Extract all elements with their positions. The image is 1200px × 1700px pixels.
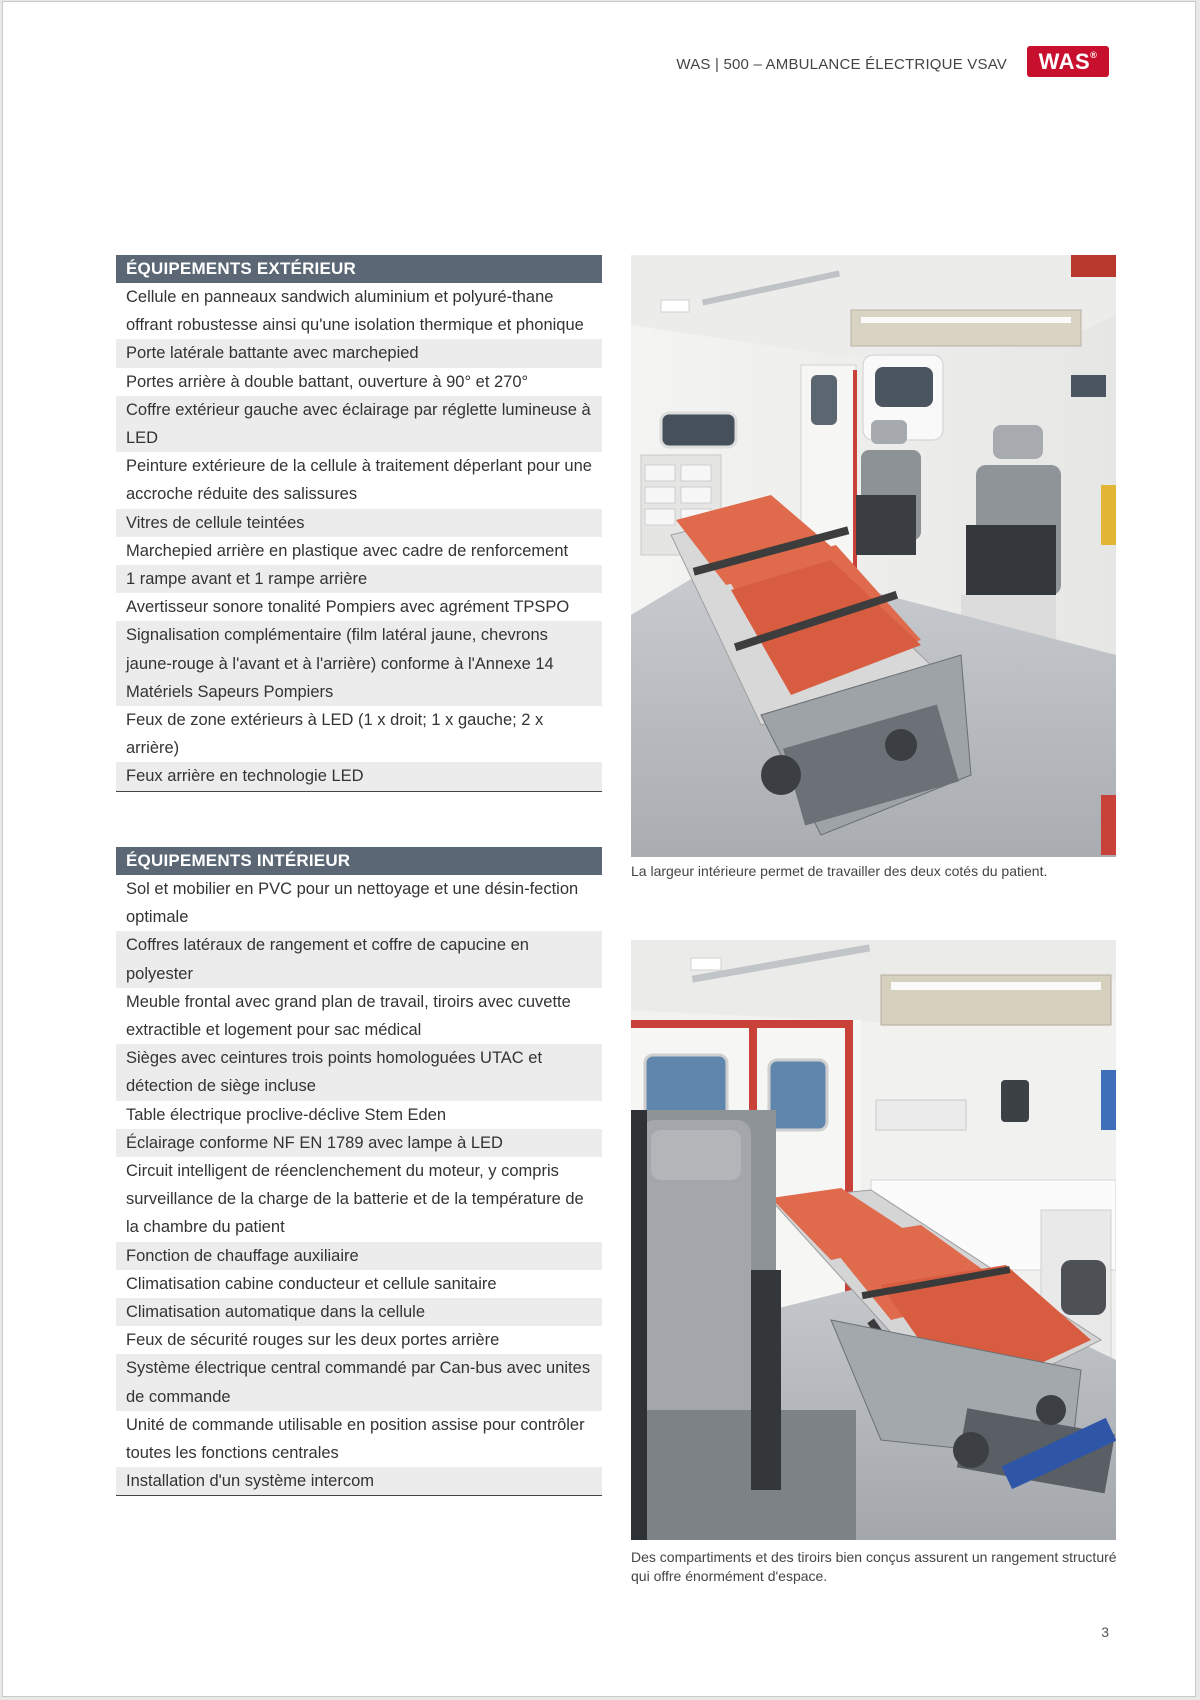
list-item: Feux arrière en technologie LED	[116, 762, 602, 790]
list-item: Climatisation cabine conducteur et cellule sanitaire	[126, 1274, 497, 1293]
logo-mark: ®	[1090, 50, 1098, 60]
list-item: Climatisation automatique dans la cellule	[116, 1298, 602, 1326]
ambulance-interior-photo-storage	[631, 940, 1116, 1540]
list-item: Éclairage conforme NF EN 1789 avec lampe à LED	[116, 1129, 602, 1157]
interior-section-title: ÉQUIPEMENTS INTÉRIEUR	[116, 847, 602, 875]
list-item: Vitres de cellule teintées	[116, 509, 602, 537]
photo-illustration-1	[631, 255, 1116, 857]
interior-equipment-list	[116, 875, 602, 1496]
ambulance-interior-photo-stretcher-seats	[631, 255, 1116, 857]
list-item: Feux de sécurité rouges sur les deux portes arrière	[126, 1331, 500, 1350]
list-item: Sièges avec ceintures trois points homologuées UTAC et détection de siège incluse	[116, 1044, 602, 1100]
list-item: Meuble frontal avec grand plan de travail, tiroirs avec cuvette extractible et logement pour sac médical	[126, 992, 571, 1040]
list-item: Marchepied arrière en plastique avec cadre de renforcement	[126, 541, 569, 560]
list-item: Peinture extérieure de la cellule à traitement déperlant pour une accroche réduite des salissures	[126, 457, 592, 504]
list-item: Circuit intelligent de réenclenchement du moteur, y compris surveillance de la charge de la batterie et de la température de la chambre du patient	[126, 1162, 584, 1237]
list-item: Unité de commande utilisable en position assise pour contrôler toutes les fonctions centrales	[126, 1415, 585, 1463]
was-logo	[1027, 46, 1109, 77]
photo-illustration-2	[631, 940, 1116, 1540]
list-item: Cellule en panneaux sandwich aluminium et polyuré-thane offrant robustesse ainsi qu'une isolation thermique et phonique	[126, 288, 584, 335]
photo-caption-2: Des compartiments et des tiroirs bien conçus assurent un rangement structuré qui offre énormément d'espace.	[631, 1549, 1117, 1584]
document-header-title: WAS | 500 – AMBULANCE ÉLECTRIQUE VSAV	[676, 56, 1007, 73]
list-item: Portes arrière à double battant, ouverture à 90° et 270°	[126, 372, 529, 391]
logo-text: WAS	[1038, 49, 1091, 74]
list-item: Fonction de chauffage auxiliaire	[116, 1242, 602, 1270]
list-item: Installation d'un système intercom	[116, 1467, 602, 1495]
list-item: Coffre extérieur gauche avec éclairage par réglette lumineuse à LED	[116, 396, 602, 452]
list-item: 1 rampe avant et 1 rampe arrière	[116, 565, 602, 593]
photo-caption-1: La largeur intérieure permet de travailler des deux cotés du patient.	[631, 863, 1048, 879]
list-item: Sol et mobilier en PVC pour un nettoyage et une désin-fection optimale	[126, 880, 579, 927]
page	[2, 1, 1196, 1697]
list-item: Coffres latéraux de rangement et coffre de capucine en polyester	[116, 931, 602, 987]
list-item: Système électrique central commandé par Can-bus avec unites de commande	[116, 1354, 602, 1410]
exterior-equipment-list	[116, 283, 602, 792]
exterior-section-title: ÉQUIPEMENTS EXTÉRIEUR	[116, 255, 602, 283]
list-item: Table électrique proclive-déclive Stem Eden	[126, 1105, 447, 1124]
list-item: Avertisseur sonore tonalité Pompiers avec agrément TPSPO	[126, 598, 570, 617]
exterior-equipment-section	[116, 255, 602, 792]
interior-equipment-section	[116, 847, 602, 1496]
page-number: 3	[1101, 1624, 1109, 1640]
list-item: Signalisation complémentaire (film latéral jaune, chevrons jaune-rouge à l'avant et à l'arrière) conforme à l'Annexe 14 Matériels Sapeurs Pompiers	[116, 621, 602, 706]
list-item: Feux de zone extérieurs à LED (1 x droit; 1 x gauche; 2 x arrière)	[126, 711, 544, 758]
list-item: Porte latérale battante avec marchepied	[116, 339, 602, 367]
